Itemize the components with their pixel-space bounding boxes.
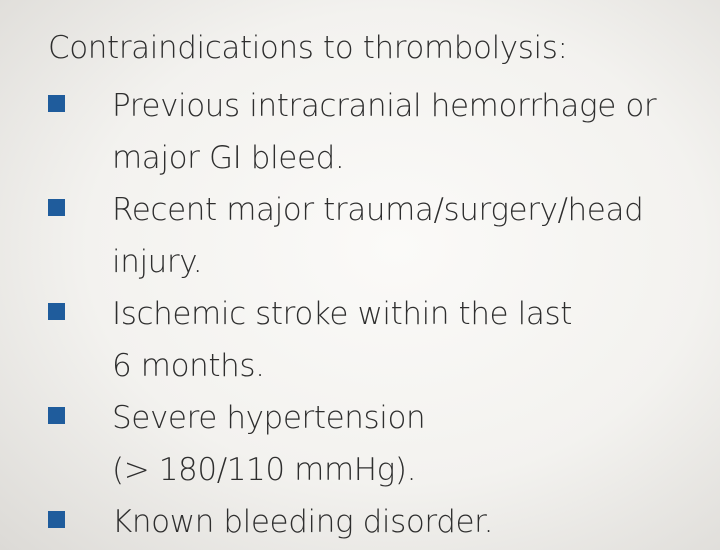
square-bullet-icon	[48, 303, 65, 320]
list-item	[48, 392, 656, 496]
square-bullet-icon	[48, 95, 65, 112]
list-item-line: injury.	[112, 244, 203, 280]
list-item	[48, 80, 656, 184]
contraindications-list	[48, 80, 656, 548]
square-bullet-icon	[48, 407, 65, 424]
list-item-line: Known bleeding disorder.	[112, 504, 494, 540]
list-item-line: Recent major trauma/surgery/head	[112, 192, 644, 228]
list-item	[48, 496, 656, 548]
list-item-line: Ischemic stroke within the last	[112, 296, 573, 332]
list-item-line: Severe hypertension	[112, 400, 426, 436]
list-item-line: 6 months.	[112, 348, 265, 384]
list-item	[48, 184, 656, 288]
list-item-line: major GI bleed.	[112, 140, 345, 176]
heading: Contraindications to thrombolysis:	[48, 30, 568, 66]
square-bullet-icon	[48, 511, 65, 528]
list-item-line: (> 180/110 mmHg).	[112, 452, 417, 488]
list-item	[48, 288, 656, 392]
list-item-line: Previous intracranial hemorrhage or	[112, 88, 657, 124]
square-bullet-icon	[48, 199, 65, 216]
